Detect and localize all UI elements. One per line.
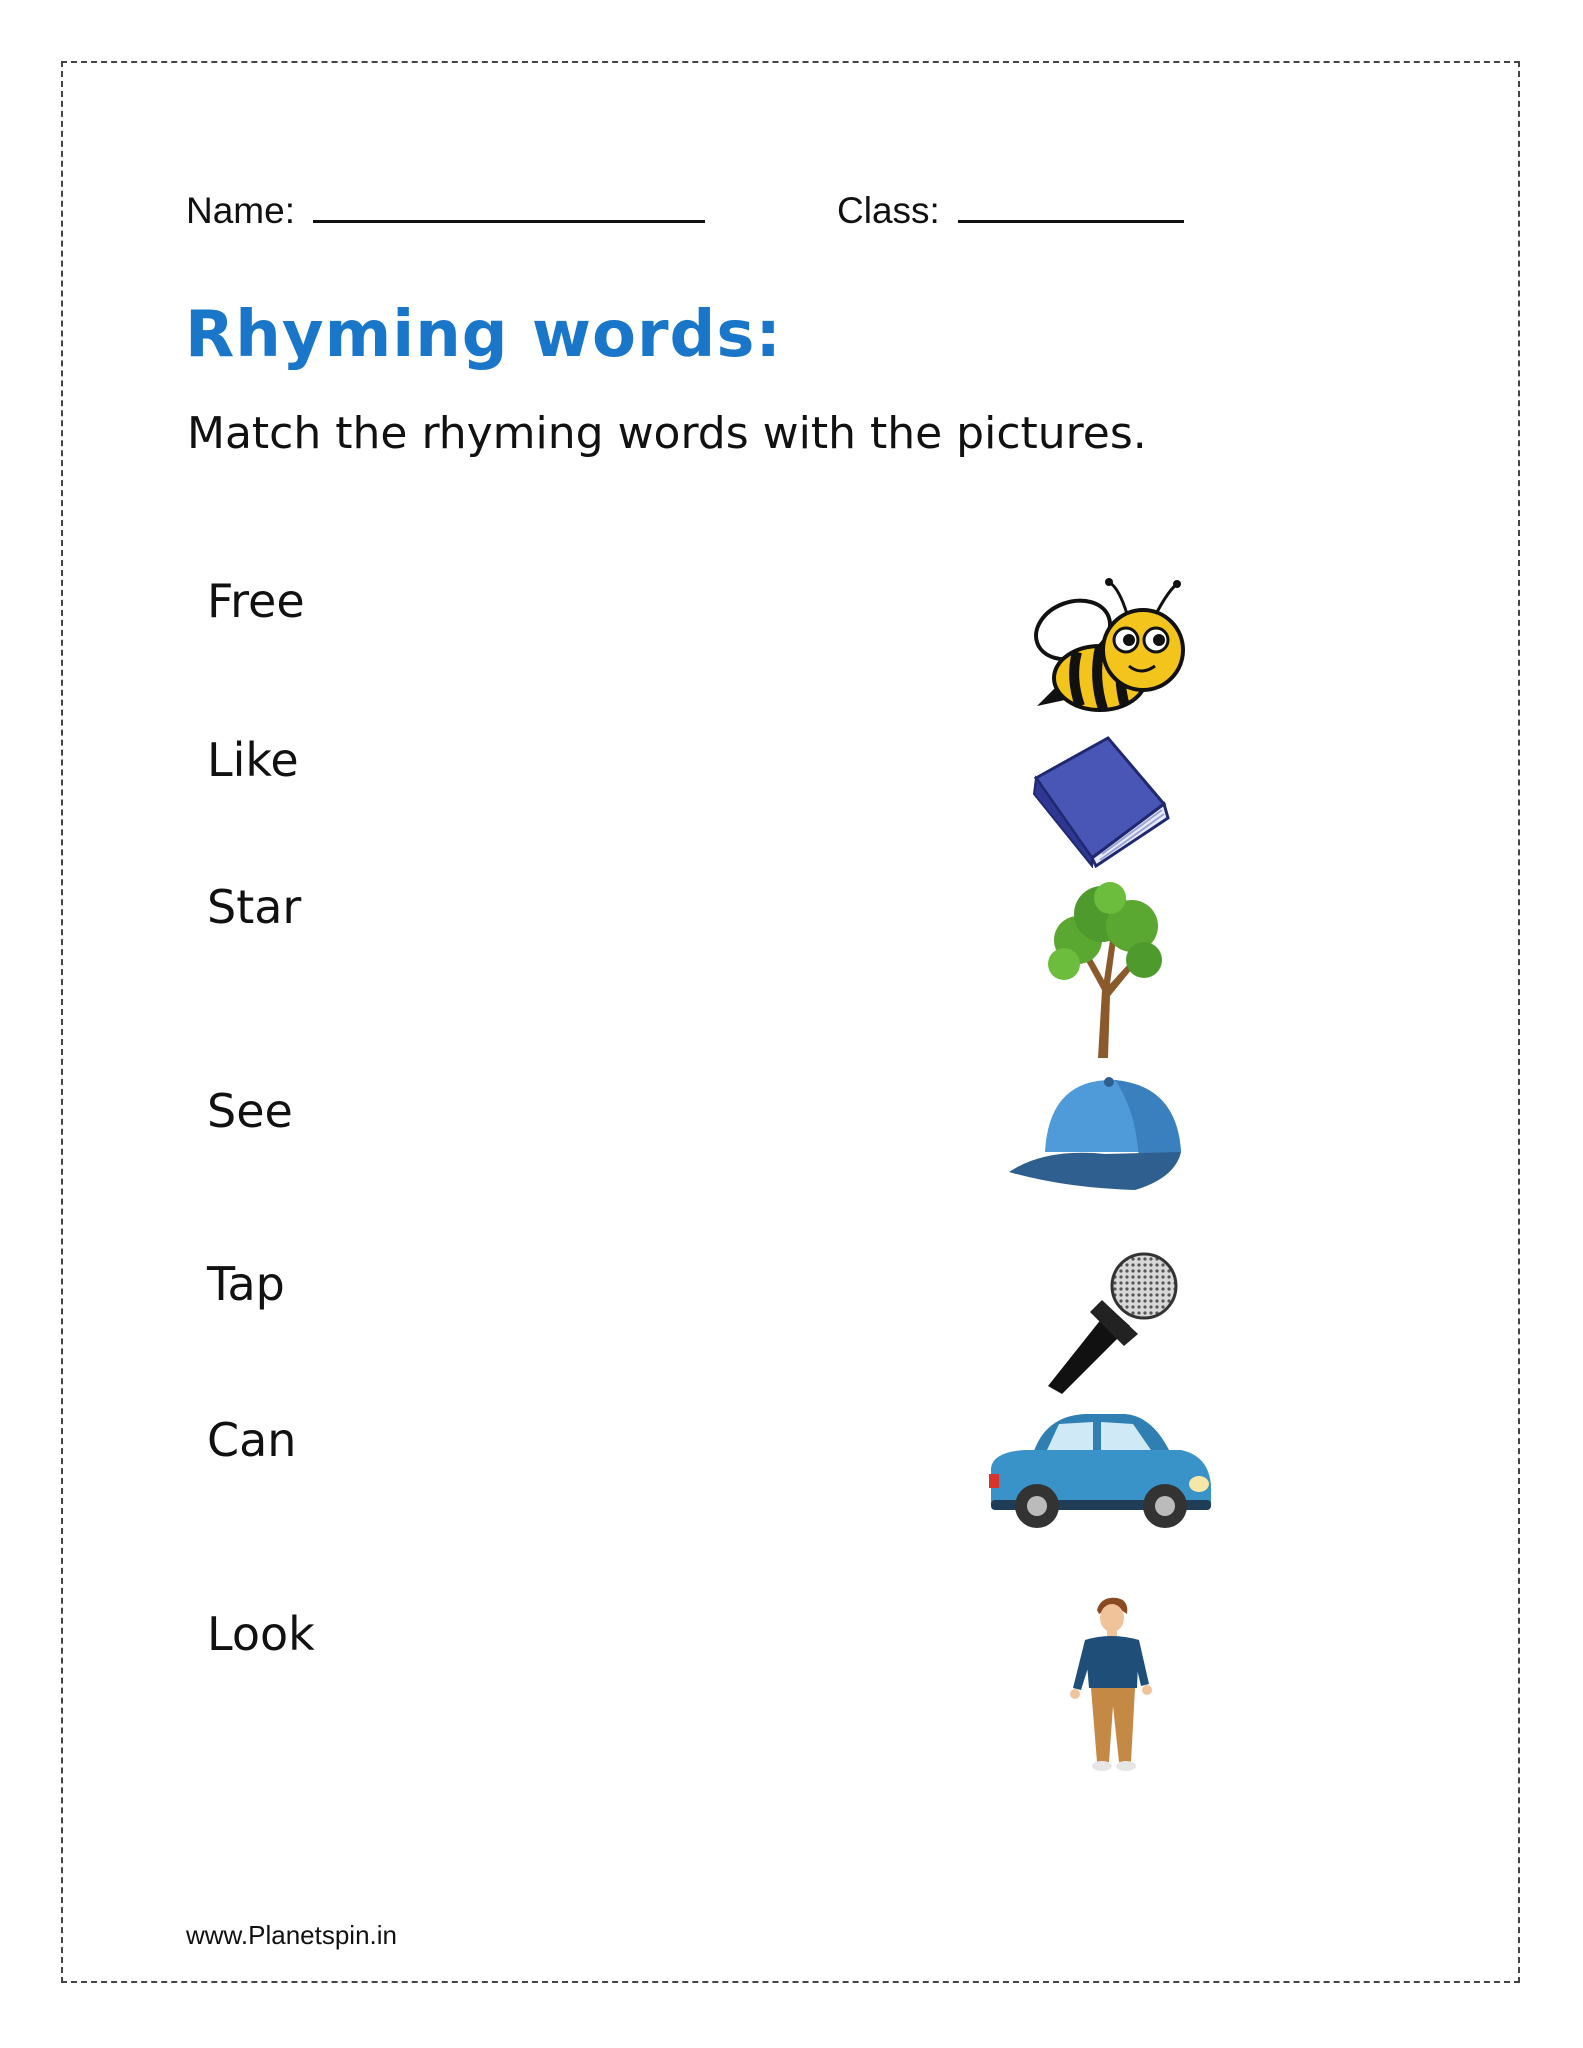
class-blank — [958, 220, 1184, 223]
class-field — [837, 190, 1184, 232]
name-label: Name: — [186, 190, 295, 231]
microphone-icon — [1040, 1250, 1180, 1394]
name-blank — [313, 220, 705, 223]
cap-icon — [1005, 1072, 1185, 1196]
bee-icon — [1025, 578, 1185, 718]
word-star: Star — [207, 880, 302, 934]
class-label: Class: — [837, 190, 940, 231]
book-icon — [1030, 734, 1170, 868]
word-see: See — [207, 1084, 293, 1138]
name-field — [186, 190, 705, 232]
footer-url: www.Planetspin.in — [186, 1920, 397, 1950]
page-title: Rhyming words: — [185, 298, 782, 372]
car-icon — [985, 1408, 1215, 1532]
tree-icon — [1040, 880, 1170, 1060]
man-icon — [1065, 1596, 1155, 1776]
word-look: Look — [207, 1607, 315, 1661]
instruction-text: Match the rhyming words with the pictures. — [187, 408, 1147, 459]
word-tap: Tap — [207, 1257, 285, 1311]
word-like: Like — [207, 733, 299, 787]
word-free: Free — [207, 574, 305, 628]
word-can: Can — [207, 1413, 297, 1467]
